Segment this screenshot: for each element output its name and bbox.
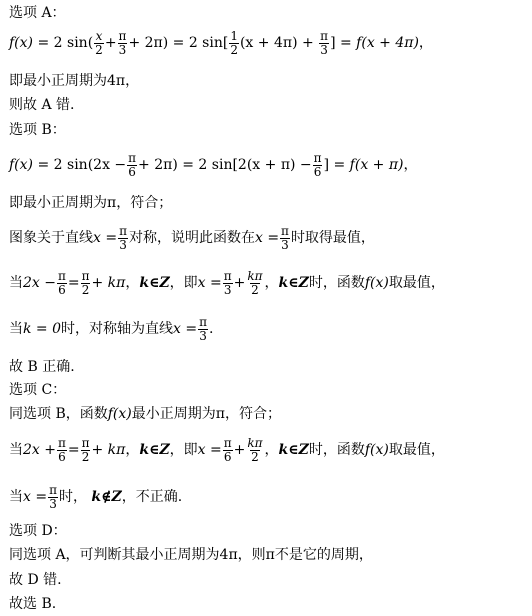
text: 时，对称轴为直线 [61, 321, 174, 337]
text: 当 [9, 321, 23, 337]
denominator: 6 [58, 449, 66, 464]
final-answer [9, 595, 56, 613]
expr: 2x − [23, 275, 56, 291]
sin-text: 2 sin [53, 157, 88, 173]
text: 取最值， [388, 275, 445, 291]
set-z: k∈Z [278, 275, 309, 291]
func-f: f(x) [9, 35, 34, 51]
equation-b [9, 150, 418, 179]
option-d-heading [9, 522, 67, 540]
expr: ] = [330, 35, 352, 51]
text: 时取得最值， [290, 230, 375, 246]
condition-line-b [9, 268, 445, 297]
expr: x = [197, 442, 222, 458]
text-line [9, 546, 373, 564]
func-f: f(x) [9, 157, 34, 173]
expr: x = [254, 230, 280, 246]
text: 故 D 错. [9, 572, 62, 588]
numerator: π [57, 435, 66, 450]
equation-a [9, 28, 433, 57]
set-z: k∈Z [139, 275, 170, 291]
eq-sign: = [67, 442, 80, 458]
expr: x = [23, 489, 48, 505]
denominator: 3 [119, 237, 127, 252]
denominator: 3 [118, 42, 127, 57]
text: 同选项 A，可判断其最小正周期为4π，则π不是它的周期， [9, 547, 373, 563]
text-line [9, 571, 62, 589]
numerator: π [118, 28, 127, 43]
numerator: π [223, 435, 232, 450]
expr: x = [197, 275, 222, 291]
numerator: π [81, 268, 90, 283]
text: 当 [9, 489, 23, 505]
func-f: f(x) [364, 442, 389, 458]
expr: + kπ [91, 442, 126, 458]
x-pi-3-line [9, 482, 183, 511]
func-f: f(x) [107, 406, 132, 422]
text: 选项 C： [9, 382, 67, 398]
expr: k = 0 [23, 321, 62, 337]
denominator: 6 [58, 282, 66, 297]
option-a-heading [9, 4, 66, 22]
plus: + [104, 35, 117, 51]
text: 取最值， [388, 442, 445, 458]
denominator: 2 [81, 282, 90, 297]
plus: + [233, 275, 246, 291]
paren: ( [87, 35, 94, 51]
fraction-pi-6 [127, 152, 137, 179]
fraction-pi-6 [57, 270, 67, 297]
text: 当 [9, 442, 23, 458]
denominator: 3 [199, 328, 207, 343]
text: 时， [58, 489, 87, 505]
expr: f(x + 4π) [356, 35, 419, 51]
expr: (2x − [87, 157, 127, 173]
denominator: 2 [251, 282, 259, 297]
text: 同选项 B，函数 [9, 406, 108, 422]
text: 当 [9, 275, 23, 291]
expr: + kπ [91, 275, 126, 291]
text: 时，函数 [308, 442, 365, 458]
text: ，不正确. [121, 489, 183, 505]
numerator: x [95, 28, 103, 43]
set-z: k∈Z [139, 442, 170, 458]
expr: x = [93, 230, 118, 246]
numerator: 1 [230, 28, 238, 43]
expr: ] = [323, 157, 346, 173]
text-line [9, 358, 75, 376]
denominator: 3 [320, 42, 328, 57]
comma: ， [418, 35, 433, 51]
fraction-pi-3 [48, 484, 58, 511]
denominator: 6 [128, 164, 136, 179]
denominator: 2 [230, 42, 238, 57]
symmetry-line [9, 223, 375, 252]
text: 则故 A 错. [9, 97, 75, 113]
fraction-kpi-2 [246, 270, 263, 297]
text-line [9, 96, 74, 114]
fraction-pi-3 [223, 270, 233, 297]
text: 图象关于直线 [9, 230, 93, 246]
fraction-pi-2 [81, 437, 91, 464]
text-line [9, 405, 281, 423]
denominator: 2 [81, 449, 90, 464]
expr: x = [173, 321, 198, 337]
text: 即最小正周期为4π， [9, 73, 140, 89]
text: 选项 D： [9, 523, 67, 539]
text: 选项 B： [9, 122, 66, 138]
fraction-pi-3 [118, 225, 128, 252]
k-zero-line: 当 k = 0 时，对称轴为直线 x = $\frac{\pi}{3}$ . [9, 314, 214, 343]
sin-text: 2 sin [53, 35, 88, 51]
func-f: f(x) [364, 275, 389, 291]
fraction-pi-3 [319, 30, 329, 57]
text-line [9, 72, 139, 90]
text: ， [125, 275, 140, 291]
text: 即最小正周期为π，符合； [9, 195, 173, 211]
denominator: 3 [281, 237, 289, 252]
numerator: kπ [247, 268, 263, 283]
numerator: π [49, 482, 57, 497]
option-c-heading [9, 381, 66, 399]
fraction-x-2 [94, 30, 104, 57]
denominator: 3 [223, 282, 232, 297]
fraction-kpi-2 [246, 437, 263, 464]
eq-sign: = [37, 157, 50, 173]
fraction-pi-3 [280, 225, 290, 252]
denominator: 6 [313, 164, 322, 179]
numerator: π [128, 150, 137, 165]
expr: f(x + π) [349, 157, 404, 173]
text-line [9, 194, 172, 212]
plus: + [233, 442, 246, 458]
text: ， [264, 275, 279, 291]
text: 时，函数 [308, 275, 365, 291]
denominator: 6 [223, 449, 232, 464]
expr: + 2π) = 2 sin[2(x + π) − [138, 157, 312, 173]
text: 对称，说明此函数在 [128, 230, 255, 246]
text: ， [125, 442, 140, 458]
text: ，即 [169, 442, 198, 458]
condition-line-c [9, 435, 445, 464]
fraction-pi-6 [313, 152, 323, 179]
numerator: π [281, 223, 289, 238]
numerator: π [199, 314, 207, 329]
set-z: k∈Z [278, 442, 309, 458]
numerator: π [81, 435, 90, 450]
fraction-pi-3 [118, 30, 128, 57]
numerator: π [320, 28, 329, 43]
comma: ， [403, 157, 418, 173]
numerator: π [313, 150, 322, 165]
eq-sign: = [67, 275, 80, 291]
text: 选项 A： [9, 5, 66, 21]
text: ，即 [169, 275, 198, 291]
numerator: π [57, 268, 66, 283]
fraction-pi-3 [198, 316, 208, 343]
fraction-1-2 [229, 30, 239, 57]
eq-sign: = [37, 35, 50, 51]
not-in-z: k∉Z [91, 489, 122, 505]
denominator: 2 [251, 449, 259, 464]
fraction-pi-6 [57, 437, 67, 464]
denominator: 3 [49, 496, 57, 511]
expr: + 2π) = 2 sin[ [128, 35, 229, 51]
numerator: π [119, 223, 127, 238]
expr: (x + 4π) + [239, 35, 314, 51]
expr: 2x + [23, 442, 56, 458]
text: 故选 B. [9, 596, 57, 612]
fraction-pi-2 [81, 270, 91, 297]
text: 最小正周期为π，符合； [131, 406, 281, 422]
fraction-pi-6 [223, 437, 233, 464]
denominator: 2 [95, 42, 103, 57]
numerator: π [223, 268, 232, 283]
text: 故 B 正确. [9, 359, 75, 375]
text: ， [264, 442, 279, 458]
option-b-heading [9, 121, 66, 139]
numerator: kπ [247, 435, 263, 450]
